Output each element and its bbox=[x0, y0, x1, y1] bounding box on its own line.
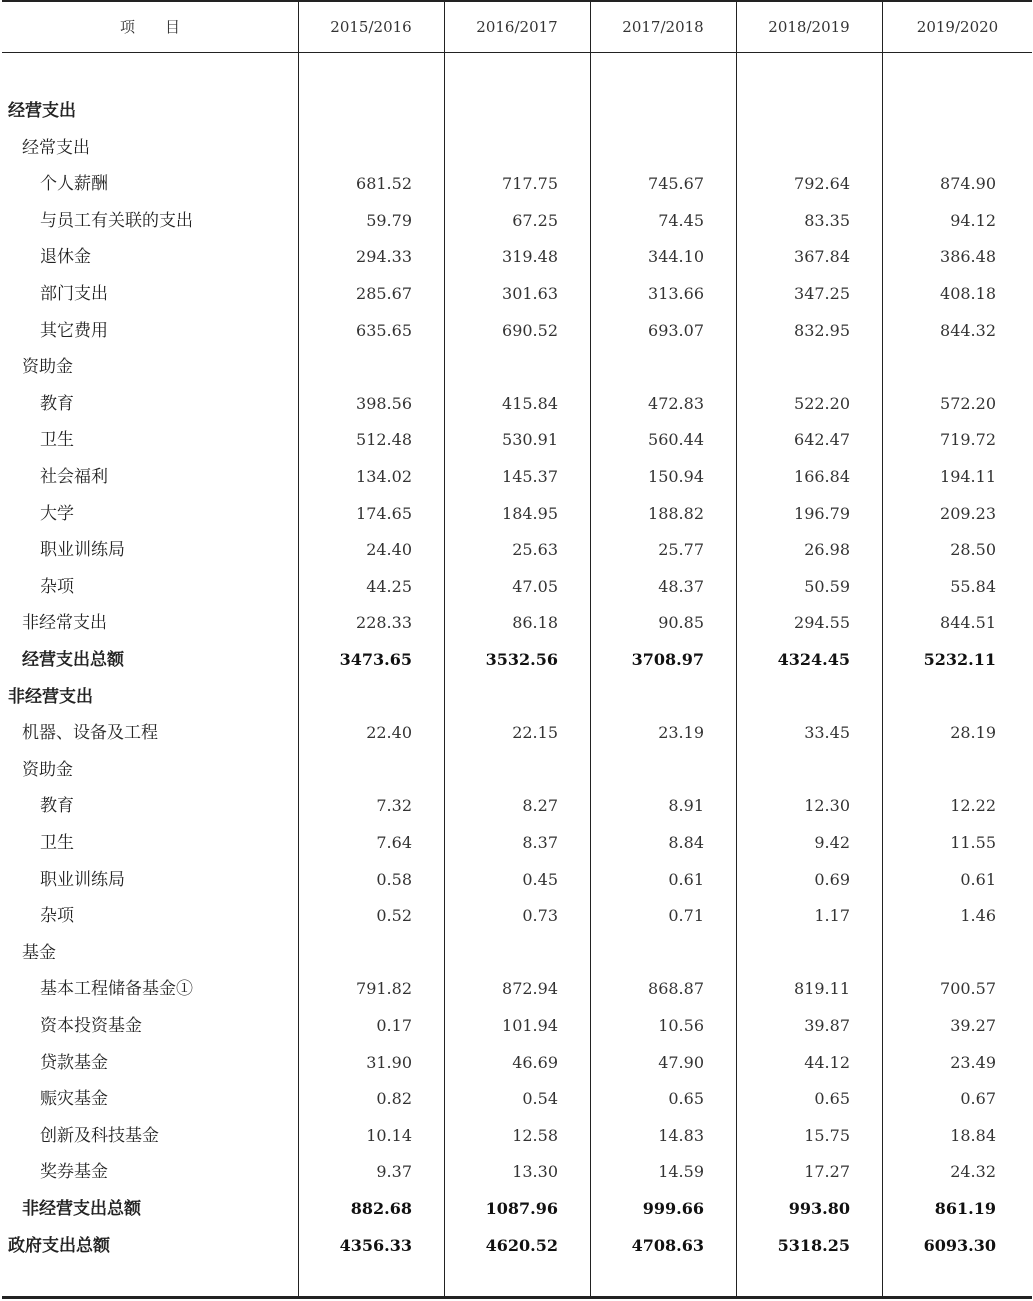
cell-value: 1087.96 bbox=[485, 1199, 558, 1218]
table-row bbox=[0, 791, 1033, 821]
cell-value: 319.48 bbox=[502, 247, 558, 266]
cell-value: 294.55 bbox=[794, 613, 850, 632]
cell-value: 415.84 bbox=[502, 394, 558, 413]
cell-value: 819.11 bbox=[794, 979, 850, 998]
cell-value: 12.58 bbox=[512, 1126, 558, 1145]
cell-value: 398.56 bbox=[356, 394, 412, 413]
row-label: 非经营支出 bbox=[8, 687, 93, 707]
cell-value: 150.94 bbox=[648, 467, 704, 486]
cell-value: 717.75 bbox=[502, 174, 558, 193]
cell-value: 47.05 bbox=[512, 577, 558, 596]
table-row bbox=[0, 462, 1033, 492]
header-year: 2016/2017 bbox=[476, 18, 558, 36]
table-row bbox=[0, 279, 1033, 309]
cell-value: 12.22 bbox=[950, 796, 996, 815]
row-label: 经营支出总额 bbox=[22, 650, 124, 670]
row-label: 赈灾基金 bbox=[40, 1089, 108, 1109]
cell-value: 0.52 bbox=[376, 906, 412, 925]
cell-value: 10.56 bbox=[658, 1016, 704, 1035]
row-label: 退休金 bbox=[40, 247, 91, 267]
cell-value: 26.98 bbox=[804, 540, 850, 559]
cell-value: 0.45 bbox=[522, 870, 558, 889]
cell-value: 5318.25 bbox=[777, 1236, 850, 1255]
cell-value: 166.84 bbox=[794, 467, 850, 486]
cell-value: 367.84 bbox=[794, 247, 850, 266]
table-row bbox=[0, 572, 1033, 602]
cell-value: 285.67 bbox=[356, 284, 412, 303]
row-label: 其它费用 bbox=[40, 321, 108, 341]
header-year: 2018/2019 bbox=[768, 18, 850, 36]
table-row bbox=[0, 1084, 1033, 1114]
row-label: 卫生 bbox=[40, 833, 74, 853]
row-label: 奖券基金 bbox=[40, 1162, 108, 1182]
row-label: 个人薪酬 bbox=[40, 174, 108, 194]
row-label: 资本投资基金 bbox=[40, 1016, 142, 1036]
table-row bbox=[0, 316, 1033, 346]
cell-value: 745.67 bbox=[648, 174, 704, 193]
cell-value: 14.83 bbox=[658, 1126, 704, 1145]
cell-value: 530.91 bbox=[502, 430, 558, 449]
cell-value: 4356.33 bbox=[339, 1236, 412, 1255]
cell-value: 44.12 bbox=[804, 1053, 850, 1072]
cell-value: 4620.52 bbox=[485, 1236, 558, 1255]
row-label: 经常支出 bbox=[22, 138, 90, 158]
cell-value: 693.07 bbox=[648, 321, 704, 340]
table-row bbox=[0, 1194, 1033, 1224]
cell-value: 0.58 bbox=[376, 870, 412, 889]
table-row bbox=[0, 499, 1033, 529]
row-label: 社会福利 bbox=[40, 467, 108, 487]
cell-value: 134.02 bbox=[356, 467, 412, 486]
cell-value: 47.90 bbox=[658, 1053, 704, 1072]
cell-value: 301.63 bbox=[502, 284, 558, 303]
cell-value: 23.19 bbox=[658, 723, 704, 742]
table-top-rule bbox=[2, 0, 1032, 2]
cell-value: 18.84 bbox=[950, 1126, 996, 1145]
table-row bbox=[0, 1157, 1033, 1187]
cell-value: 1.46 bbox=[960, 906, 996, 925]
cell-value: 472.83 bbox=[648, 394, 704, 413]
cell-value: 31.90 bbox=[366, 1053, 412, 1072]
cell-value: 33.45 bbox=[804, 723, 850, 742]
row-label: 卫生 bbox=[40, 430, 74, 450]
table-row bbox=[0, 901, 1033, 931]
cell-value: 8.84 bbox=[668, 833, 704, 852]
cell-value: 209.23 bbox=[940, 504, 996, 523]
cell-value: 386.48 bbox=[940, 247, 996, 266]
table-row bbox=[0, 352, 1033, 382]
cell-value: 0.69 bbox=[814, 870, 850, 889]
cell-value: 90.85 bbox=[658, 613, 704, 632]
cell-value: 0.73 bbox=[522, 906, 558, 925]
row-label: 非经常支出 bbox=[22, 613, 107, 633]
cell-value: 512.48 bbox=[356, 430, 412, 449]
row-label: 资助金 bbox=[22, 357, 73, 377]
cell-value: 25.77 bbox=[658, 540, 704, 559]
cell-value: 344.10 bbox=[648, 247, 704, 266]
cell-value: 50.59 bbox=[804, 577, 850, 596]
cell-value: 294.33 bbox=[356, 247, 412, 266]
cell-value: 0.65 bbox=[814, 1089, 850, 1108]
cell-value: 4708.63 bbox=[631, 1236, 704, 1255]
cell-value: 560.44 bbox=[648, 430, 704, 449]
cell-value: 6093.30 bbox=[923, 1236, 996, 1255]
header-year: 2017/2018 bbox=[622, 18, 704, 36]
row-label: 机器、设备及工程 bbox=[22, 723, 158, 743]
row-label: 基金 bbox=[22, 943, 56, 963]
cell-value: 196.79 bbox=[794, 504, 850, 523]
header-year: 2015/2016 bbox=[330, 18, 412, 36]
cell-value: 0.17 bbox=[376, 1016, 412, 1035]
cell-value: 690.52 bbox=[502, 321, 558, 340]
cell-value: 22.15 bbox=[512, 723, 558, 742]
cell-value: 28.19 bbox=[950, 723, 996, 742]
cell-value: 0.71 bbox=[668, 906, 704, 925]
row-label: 教育 bbox=[40, 394, 74, 414]
cell-value: 0.82 bbox=[376, 1089, 412, 1108]
cell-value: 24.32 bbox=[950, 1162, 996, 1181]
cell-value: 872.94 bbox=[502, 979, 558, 998]
row-label: 部门支出 bbox=[40, 284, 108, 304]
cell-value: 101.94 bbox=[502, 1016, 558, 1035]
cell-value: 8.27 bbox=[522, 796, 558, 815]
cell-value: 44.25 bbox=[366, 577, 412, 596]
cell-value: 94.12 bbox=[950, 211, 996, 230]
row-label: 贷款基金 bbox=[40, 1053, 108, 1073]
cell-value: 792.64 bbox=[794, 174, 850, 193]
cell-value: 228.33 bbox=[356, 613, 412, 632]
cell-value: 86.18 bbox=[512, 613, 558, 632]
cell-value: 10.14 bbox=[366, 1126, 412, 1145]
table-row bbox=[0, 1011, 1033, 1041]
cell-value: 681.52 bbox=[356, 174, 412, 193]
cell-value: 22.40 bbox=[366, 723, 412, 742]
cell-value: 11.55 bbox=[950, 833, 996, 852]
cell-value: 313.66 bbox=[648, 284, 704, 303]
cell-value: 635.65 bbox=[356, 321, 412, 340]
cell-value: 184.95 bbox=[502, 504, 558, 523]
cell-value: 791.82 bbox=[356, 979, 412, 998]
cell-value: 0.67 bbox=[960, 1089, 996, 1108]
cell-value: 194.11 bbox=[940, 467, 996, 486]
cell-value: 67.25 bbox=[512, 211, 558, 230]
cell-value: 59.79 bbox=[366, 211, 412, 230]
cell-value: 25.63 bbox=[512, 540, 558, 559]
cell-value: 39.87 bbox=[804, 1016, 850, 1035]
table-row bbox=[0, 828, 1033, 858]
table-row bbox=[0, 974, 1033, 1004]
cell-value: 874.90 bbox=[940, 174, 996, 193]
cell-value: 844.32 bbox=[940, 321, 996, 340]
table-row bbox=[0, 206, 1033, 236]
row-label: 非经营支出总额 bbox=[22, 1199, 141, 1219]
table-row bbox=[0, 425, 1033, 455]
table-row bbox=[0, 1121, 1033, 1151]
row-label: 创新及科技基金 bbox=[40, 1126, 159, 1146]
cell-value: 700.57 bbox=[940, 979, 996, 998]
cell-value: 13.30 bbox=[512, 1162, 558, 1181]
table-row bbox=[0, 865, 1033, 895]
row-label: 政府支出总额 bbox=[8, 1236, 110, 1256]
cell-value: 408.18 bbox=[940, 284, 996, 303]
cell-value: 83.35 bbox=[804, 211, 850, 230]
cell-value: 844.51 bbox=[940, 613, 996, 632]
cell-value: 55.84 bbox=[950, 577, 996, 596]
row-label: 职业训练局 bbox=[40, 870, 125, 890]
cell-value: 28.50 bbox=[950, 540, 996, 559]
cell-value: 24.40 bbox=[366, 540, 412, 559]
cell-value: 1.17 bbox=[814, 906, 850, 925]
table-row bbox=[0, 535, 1033, 565]
cell-value: 74.45 bbox=[658, 211, 704, 230]
cell-value: 7.64 bbox=[376, 833, 412, 852]
row-label: 大学 bbox=[40, 504, 74, 524]
cell-value: 868.87 bbox=[648, 979, 704, 998]
table-row bbox=[0, 133, 1033, 163]
cell-value: 174.65 bbox=[356, 504, 412, 523]
cell-value: 23.49 bbox=[950, 1053, 996, 1072]
table-row bbox=[0, 755, 1033, 785]
row-label: 与员工有关联的支出 bbox=[40, 211, 193, 231]
header-year: 2019/2020 bbox=[916, 18, 999, 36]
table-row bbox=[0, 1231, 1033, 1261]
cell-value: 8.91 bbox=[668, 796, 704, 815]
cell-value: 48.37 bbox=[658, 577, 704, 596]
table-row bbox=[0, 1048, 1033, 1078]
cell-value: 3708.97 bbox=[631, 650, 704, 669]
cell-value: 15.75 bbox=[804, 1126, 850, 1145]
cell-value: 39.27 bbox=[950, 1016, 996, 1035]
cell-value: 719.72 bbox=[940, 430, 996, 449]
cell-value: 0.61 bbox=[960, 870, 996, 889]
table-row bbox=[0, 389, 1033, 419]
cell-value: 12.30 bbox=[804, 796, 850, 815]
row-label: 职业训练局 bbox=[40, 540, 125, 560]
table-row bbox=[0, 96, 1033, 126]
row-label: 经营支出 bbox=[8, 101, 76, 121]
cell-value: 861.19 bbox=[934, 1199, 996, 1218]
table-row bbox=[0, 938, 1033, 968]
cell-value: 8.37 bbox=[522, 833, 558, 852]
cell-value: 832.95 bbox=[794, 321, 850, 340]
cell-value: 17.27 bbox=[804, 1162, 850, 1181]
table-row bbox=[0, 682, 1033, 712]
cell-value: 4324.45 bbox=[777, 650, 850, 669]
cell-value: 7.32 bbox=[376, 796, 412, 815]
cell-value: 9.37 bbox=[376, 1162, 412, 1181]
row-label: 教育 bbox=[40, 796, 74, 816]
cell-value: 0.61 bbox=[668, 870, 704, 889]
cell-value: 14.59 bbox=[658, 1162, 704, 1181]
cell-value: 572.20 bbox=[940, 394, 996, 413]
row-label: 基本工程储备基金① bbox=[40, 979, 193, 999]
table-row bbox=[0, 608, 1033, 638]
table-row bbox=[0, 718, 1033, 748]
cell-value: 882.68 bbox=[350, 1199, 412, 1218]
header-item: 项 目 bbox=[119, 18, 180, 36]
cell-value: 347.25 bbox=[794, 284, 850, 303]
cell-value: 5232.11 bbox=[923, 650, 996, 669]
cell-value: 999.66 bbox=[642, 1199, 704, 1218]
table-row bbox=[0, 645, 1033, 675]
header-bottom-rule bbox=[2, 52, 1032, 53]
table-bottom-rule bbox=[2, 1296, 1032, 1299]
cell-value: 642.47 bbox=[794, 430, 850, 449]
cell-value: 145.37 bbox=[502, 467, 558, 486]
cell-value: 3473.65 bbox=[339, 650, 412, 669]
table-row bbox=[0, 169, 1033, 199]
cell-value: 0.54 bbox=[522, 1089, 558, 1108]
row-label: 杂项 bbox=[40, 906, 74, 926]
row-label: 杂项 bbox=[40, 577, 74, 597]
cell-value: 188.82 bbox=[648, 504, 704, 523]
cell-value: 3532.56 bbox=[485, 650, 558, 669]
cell-value: 993.80 bbox=[788, 1199, 850, 1218]
cell-value: 522.20 bbox=[794, 394, 850, 413]
cell-value: 9.42 bbox=[814, 833, 850, 852]
table-row bbox=[0, 242, 1033, 272]
cell-value: 0.65 bbox=[668, 1089, 704, 1108]
row-label: 资助金 bbox=[22, 760, 73, 780]
cell-value: 46.69 bbox=[512, 1053, 558, 1072]
